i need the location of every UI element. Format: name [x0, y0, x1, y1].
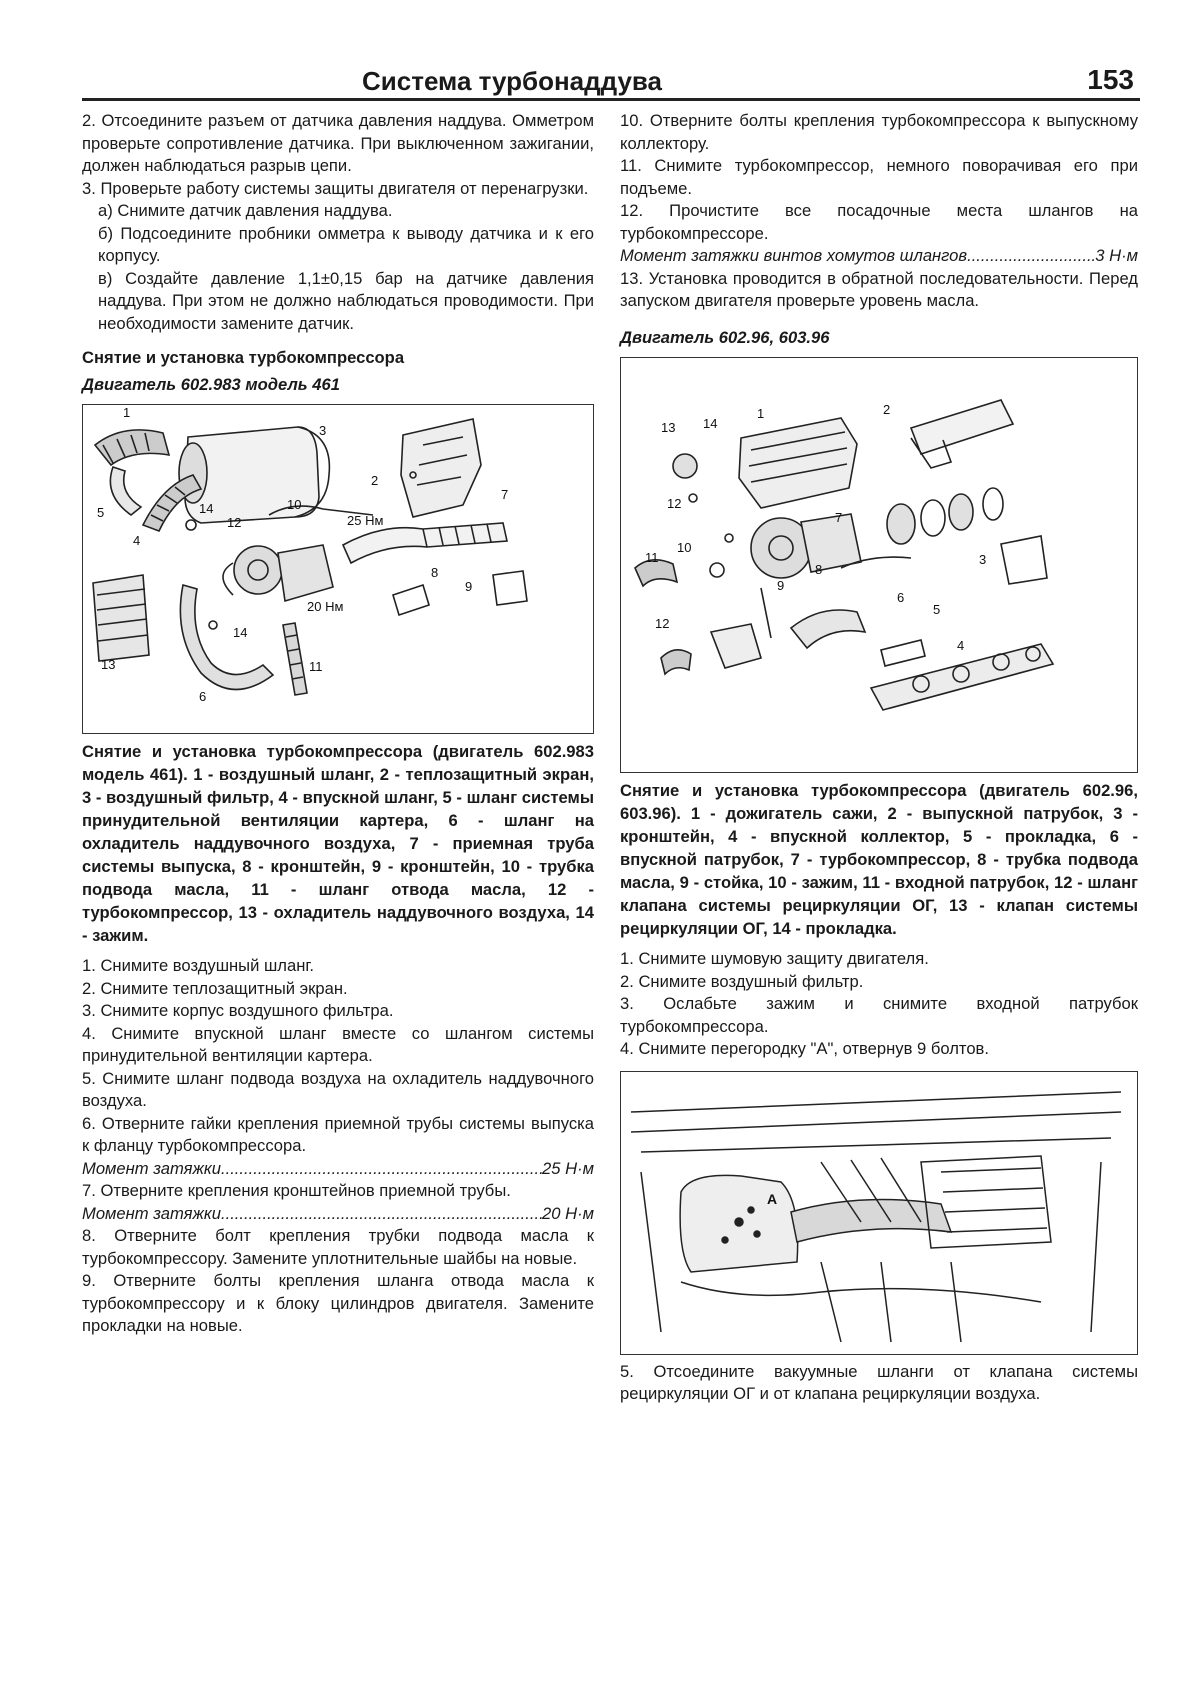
label-5: 5: [97, 505, 105, 520]
label-7: 7: [835, 510, 843, 525]
label-13: 13: [661, 420, 676, 435]
page-header: [82, 60, 1140, 101]
step: 13. Установка проводится в обратной последовательности. Перед запуском двигателя проверьте уровень масла.: [620, 268, 1138, 310]
step: 1. Снимите воздушный шланг.: [82, 956, 314, 975]
exploded-diagram: [83, 405, 593, 733]
paragraph: 2. Отсоедините разъем от датчика давления наддува. Омметром проверьте сопротивление датчика. При выключенном зажигании, должен наблюдаться разрыв цепи.: [82, 111, 594, 175]
step: 6. Отверните гайки крепления приемной трубы системы выпуска к фланцу турбокомпрессора.: [82, 1113, 594, 1155]
label-12: 12: [227, 515, 242, 530]
label-8: 8: [431, 565, 439, 580]
torque-spec-25: [82, 1158, 594, 1181]
label-8: 8: [815, 562, 823, 577]
section-title: Снятие и установка турбокомпрессора: [82, 348, 405, 367]
paragraph: 3. Проверьте работу системы защиты двигателя от перенагрузки.: [82, 178, 589, 198]
step: 10. Отверните болты крепления турбокомпрессора к выпускному коллектору.: [620, 111, 1138, 153]
label-3: 3: [979, 552, 987, 567]
torque-spec-3: [620, 245, 1138, 268]
label-torque-25: 25 Нм: [347, 513, 384, 528]
step: 12. Прочистите все посадочные места шлангов на турбокомпрессоре.: [620, 201, 1138, 243]
page-title: Система турбонаддува: [361, 66, 662, 96]
step: 8. Отверните болт крепления трубки подвода масла к турбокомпрессору. Замените уплотнительные шайбы на новые.: [82, 1226, 594, 1268]
step: 9. Отверните болты крепления шланга отвода масла к турбокомпрессору и к блоку цилиндров двигателя. Замените прокладки на новые.: [82, 1271, 594, 1335]
label-2: 2: [371, 473, 379, 488]
figure-caption: Снятие и установка турбокомпрессора (двигатель 602.983 модель 461). 1 - воздушный шланг, 2 - теплозащитный экран, 3 - воздушный фильтр, 4 - впускной шланг, 5 - шланг системы принудительной вентиляции картера, 6 - шланг на охладитель наддувочного воздуха, 7 - приемная труба системы выпуска, 8 - кронштейн, 9 - кронштейн, 10 - трубка подвода масла, 11 - шланг отвода масла, 12 - турбокомпрессор, 13 - охладитель наддувочного воздуха, 14 - зажим.: [82, 742, 594, 945]
step: 2. Снимите теплозащитный экран.: [82, 978, 348, 998]
label-9: 9: [777, 578, 785, 593]
label-11: 11: [645, 550, 659, 565]
sub-step-a: а) Снимите датчик давления наддува.: [98, 201, 393, 220]
label-2: 2: [883, 402, 891, 417]
label-1: 1: [757, 406, 765, 421]
torque-value: 3 Н·м: [1095, 246, 1138, 265]
label-1: 1: [123, 405, 131, 420]
exploded-diagram: [621, 358, 1135, 772]
sub-step-b: б) Подсоедините пробники омметра к выводу датчика и к его корпусу.: [98, 223, 594, 265]
figure-turbo-60296: [620, 357, 1138, 773]
step: 3. Ослабьте зажим и снимите входной патрубок турбокомпрессора.: [620, 994, 1138, 1036]
label-14: 14: [703, 416, 718, 431]
step: 2. Снимите воздушный фильтр.: [620, 971, 864, 991]
label-7: 7: [501, 487, 509, 502]
label-6: 6: [199, 689, 207, 704]
step: 5. Снимите шланг подвода воздуха на охладитель наддувочного воздуха.: [82, 1068, 594, 1110]
torque-label: Момент затяжки: [82, 1158, 221, 1178]
label-9: 9: [465, 579, 473, 594]
engine-title: Двигатель 602.983 модель 461: [82, 374, 340, 394]
torque-label: Момент затяжки: [82, 1203, 221, 1223]
label-4: 4: [133, 533, 141, 548]
right-column: [620, 110, 1138, 1406]
torque-spec-20: [82, 1203, 594, 1226]
step: 4. Снимите перегородку "А", отвернув 9 болтов.: [620, 1039, 989, 1058]
label-14-b: 14: [233, 625, 248, 640]
step: 1. Снимите шумовую защиту двигателя.: [620, 949, 929, 968]
engine-bay-illustration: [621, 1072, 1135, 1354]
step: 7. Отверните крепления кронштейнов приемной трубы.: [82, 1181, 511, 1200]
label-10: 10: [677, 540, 692, 555]
label-10: 10: [287, 497, 302, 512]
step: 3. Снимите корпус воздушного фильтра.: [82, 1001, 394, 1020]
photo-label-a: A: [767, 1190, 778, 1207]
engine-title: Двигатель 602.96, 603.96: [620, 327, 830, 347]
label-14-a: 14: [199, 501, 214, 516]
label-5: 5: [933, 602, 941, 617]
torque-label: Момент затяжки винтов хомутов шлангов: [620, 246, 968, 265]
label-6: 6: [897, 590, 905, 605]
label-11: 11: [309, 659, 323, 674]
page-number: 153: [1087, 64, 1134, 95]
left-column: [82, 110, 594, 1338]
figure-caption: Снятие и установка турбокомпрессора (двигатель 602.96, 603.96). 1 - дожигатель сажи, 2 - выпускной патрубок, 3 - кронштейн, 4 - впускной коллектор, 5 - прокладка, 6 - впускной патрубок, 7 - турбокомпрессор, 8 - трубка подвода масла, 9 - стойка, 10 - зажим, 11 - входной патрубок, 12 - шланг клапана системы рециркуляции ОГ, 13 - клапан системы рециркуляции ОГ, 14 - прокладка.: [620, 781, 1138, 938]
step: 4. Снимите впускной шланг вместе со шлангом системы принудительной вентиляции картера.: [82, 1023, 594, 1065]
torque-value: 25 Н·м: [542, 1158, 594, 1178]
sub-step-c: в) Создайте давление 1,1±0,15 бар на датчике давления наддува. При этом не должно наблюдаться проводимости. При необходимости замените датчик.: [98, 268, 594, 333]
label-3: 3: [319, 423, 327, 438]
figure-turbo-602983: [82, 404, 594, 734]
step: 11. Снимите турбокомпрессор, немного поворачивая его при подъеме.: [620, 156, 1138, 198]
label-12-a: 12: [667, 496, 682, 511]
engine-bay-photo: [620, 1071, 1138, 1355]
label-12-b: 12: [655, 616, 670, 631]
label-13: 13: [101, 657, 116, 672]
label-4: 4: [957, 638, 965, 653]
torque-value: 20 Н·м: [542, 1203, 594, 1223]
step: 5. Отсоедините вакуумные шланги от клапана системы рециркуляции ОГ и от клапана рециркуляции воздуха.: [620, 1361, 1138, 1403]
label-torque-20: 20 Нм: [307, 599, 344, 614]
